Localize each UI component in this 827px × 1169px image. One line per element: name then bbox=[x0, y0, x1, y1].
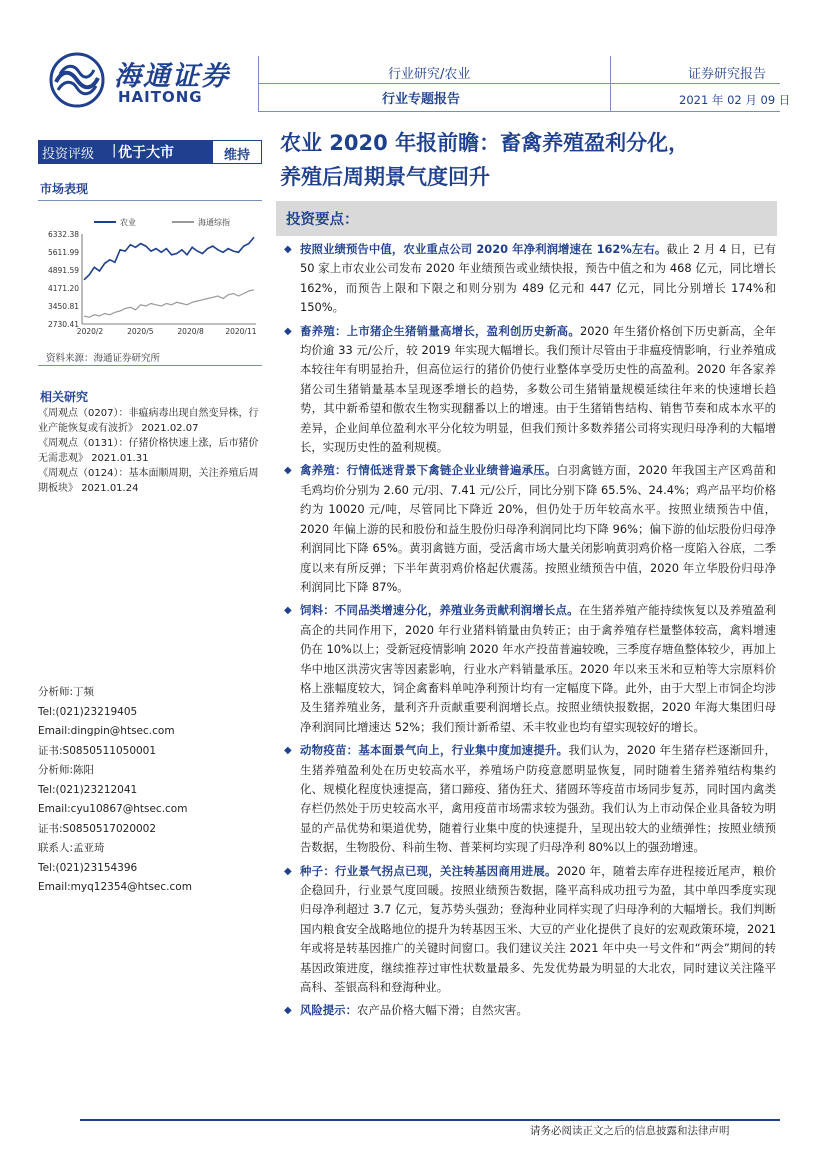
key-point-head: 种子：行业景气拐点已现，关注转基因商用进展。 bbox=[300, 863, 557, 878]
footer-line bbox=[80, 1119, 780, 1121]
key-point bbox=[280, 862, 776, 998]
bullet-icon: ◆ bbox=[284, 605, 292, 617]
key-point-text: 我们认为，2020 年生猪存栏逐渐回升，生猪养殖盈利处在历史较高水平，养殖场户防疫意愿明显恢复，同时随着生猪养殖结构集约化、规模化程度快速提高，猪口蹄疫、猪伪狂犬、猪圆环等疫苗市场同步复苏，同时国内禽类存栏仍然处于历史较高水平，禽用疫苗市场需求较为强劲。我们认为上市动保企业具备较为明显的产品优势和渠道优势，随着行业集中度的快速提升，呈现出较大的业绩弹性；按照业绩预告数据，生物股份、科前生物、普莱柯均实现了归母净利 80%以上的强劲增速。 bbox=[300, 743, 776, 855]
section-divider bbox=[38, 365, 262, 366]
y-tick-label: 6332.38 bbox=[47, 230, 79, 239]
report-category: 行业研究/农业 bbox=[388, 67, 471, 82]
haitong-wave-logo-icon bbox=[48, 52, 106, 108]
title-line-2: 养殖后周期景气度回升 bbox=[280, 165, 490, 189]
bullet-icon: ◆ bbox=[284, 865, 292, 877]
x-tick-label: 2020/2 bbox=[76, 327, 104, 336]
related-item[interactable] bbox=[38, 406, 262, 436]
legend-label: 农业 bbox=[120, 218, 136, 227]
rating-label: 投资评级 bbox=[42, 147, 95, 162]
key-point bbox=[280, 322, 776, 458]
key-point-head: 饲料：不同品类增速分化，养殖业务贡献利润增长点。 bbox=[300, 603, 579, 618]
bullet-icon: ◆ bbox=[284, 244, 292, 255]
analyst-line: 证书:S0850517020002 bbox=[38, 822, 157, 835]
bullet-icon: ◆ bbox=[284, 465, 292, 477]
key-point bbox=[280, 741, 776, 857]
logo-chinese-name: 海通证券 bbox=[114, 61, 230, 92]
key-point-text: 白羽禽链方面，2020 年我国主产区鸡苗和毛鸡均价分别为 2.60 元/羽、7.41 元/公斤，同比分别下降 65.5%、24.4%；鸡产品平均价格约为 10020 元/吨，尽管同比下降近 20%，但仍处于历年较高水平。按照业绩预告中值，2020 年偏上游的民和股份和益生股份归母净利润同比均下降 96%；偏下游的仙坛股份归母净利润同比下降 65%。黄羽禽链方面，受活禽市场大量关闭影响黄羽鸡价格一度陷入谷底，二季度以来有所反弹；下半年黄羽鸡价格起伏震荡。按照业绩预告中值，2020 年立华股份归母净利润同比下降 87%。 bbox=[300, 463, 776, 594]
header-bottom-line bbox=[258, 111, 780, 112]
investment-rating-bar bbox=[38, 140, 262, 164]
rating-separator: | bbox=[112, 143, 117, 158]
analyst-line: Tel:(021)23212041 bbox=[38, 783, 138, 796]
title-line-1: 农业 2020 年报前瞻：畜禽养殖盈利分化， bbox=[280, 131, 690, 155]
analyst-line: 分析师:陈阳 bbox=[38, 764, 95, 776]
footer-disclaimer[interactable]: 请务必阅读正文之后的信息披露和法律声明 bbox=[530, 1125, 730, 1137]
company-logo bbox=[48, 52, 248, 108]
analyst-line: Tel:(021)23154396 bbox=[38, 861, 138, 874]
key-point-text: 2020 年生猪价格创下历史新高，全年均价逾 33 元/公斤，较 2019 年实现大幅增长。我们预计尽管由于非瘟疫情影响，行业养殖成本较往年有明显抬升，但高位运行的猪价仍使行业整体享受历史性的高盈利。2020 年各家养猪公司生猪销量基本呈现逐季增长的趋势，多数公司生猪销量规模延续往年来的快速增长趋势，其中新希望和傲农生物实现翻番以上的增速。由于生猪销售结构、销售节奏和成本水平的差异，企业间单位盈利水平分化较为明显，但我们预计多数养猪公司将实现归母净利的大幅增长，实现历史性的盈利规模。 bbox=[300, 323, 776, 455]
related-item[interactable] bbox=[38, 436, 262, 466]
y-tick-label: 5611.99 bbox=[47, 248, 79, 257]
analyst-email[interactable]: Email:dingpin@htsec.com bbox=[38, 725, 175, 737]
report-label: 证券研究报告 bbox=[688, 67, 767, 82]
key-point bbox=[280, 1001, 776, 1020]
bullet-icon: ◆ bbox=[284, 745, 292, 757]
related-research-list bbox=[38, 406, 262, 496]
series-line-agriculture bbox=[84, 237, 254, 279]
x-tick-label: 2020/8 bbox=[177, 327, 204, 336]
key-point bbox=[280, 461, 776, 597]
key-points-title: 投资要点： bbox=[286, 212, 359, 228]
key-point bbox=[280, 601, 776, 737]
bullet-icon: ◆ bbox=[284, 1005, 292, 1017]
related-item-date: 2021.01.24 bbox=[81, 483, 139, 494]
key-point-text: 2020 年，随着去库存进程接近尾声，粮价企稳回升，行业景气度回暖。按照业绩预告数据，隆平高科成功扭亏为盈，其中单四季度实现归母净利超过 3.7 亿元，复苏势头强劲；登海种业同样实现了归母净利的大幅增长。我们判断国内粮食安全战略地位的提升为转基因玉米、大豆的产业化提供了良好的宏观政策环境，2021 年或将是转基因推广的关键时间窗口。我们建议关注 2021 年中央一号文件和“两会”期间的转基因政策进度，继续推荐过审性状数量最多、先发优势最为明显的大北农，同时建议关注隆平高科、荃银高科和登海种业。 bbox=[300, 863, 776, 995]
key-point-text: 在生猪养殖产能持续恢复以及养殖盈利高企的共同作用下，2020 年行业猪料销量由负转正；由于禽养殖存栏量整体较高，禽料增速仍在 10%以上；受新冠疫情影响 2020 年水产投苗普遍较晚，三季度存塘鱼整体较少，再加上华中地区洪涝灾害等因素影响，行业水产料销量承压。2020 年以来玉米和豆粕等大宗原料价格上涨幅度较大，饲企禽畜料单吨净利预计均有一定幅度下降。此外，由于大型上市饲企均涉及生猪养殖业务，量利齐升贡献重要利润增长点。按照业绩快报数据，2020 年海大集团归母净利润同比增速达 52%；我们预计新希望、禾丰牧业也均有望实现较好的增长。 bbox=[300, 603, 776, 734]
report-type: 行业专题报告 bbox=[382, 92, 461, 107]
key-point-head: 动物疫苗：基本面景气向上，行业集中度加速提升。 bbox=[300, 743, 569, 758]
y-tick-label: 3450.81 bbox=[47, 302, 79, 311]
report-date: 2021 年 02 月 09 日 bbox=[679, 93, 791, 107]
analyst-email[interactable]: Email:myq12354@htsec.com bbox=[38, 881, 192, 893]
bullet-icon: ◆ bbox=[284, 325, 292, 337]
y-tick-label: 2730.41 bbox=[47, 320, 79, 329]
analyst-line: 分析师:丁频 bbox=[38, 686, 95, 698]
related-item-date: 2021.01.31 bbox=[91, 453, 149, 464]
y-tick-label: 4171.20 bbox=[47, 284, 79, 293]
analyst-email[interactable]: Email:cyu10867@htsec.com bbox=[38, 803, 188, 815]
section-divider bbox=[38, 200, 262, 201]
x-tick-label: 2020/11 bbox=[225, 327, 257, 336]
chart-source: 资料来源：海通证券研究所 bbox=[46, 353, 161, 364]
key-point-head: 风险提示： bbox=[300, 1003, 357, 1018]
report-title bbox=[280, 126, 790, 194]
rating-status: 维持 bbox=[212, 140, 262, 164]
related-item-date: 2021.02.07 bbox=[141, 423, 199, 434]
key-point-text: 截止 2 月 4 日，已有 50 家上市农业公司发布 2020 年业绩预告或业绩快报，预告中值之和为 468 亿元，同比增长 162%，而预告上限和下限之和则分别为 489 亿元和 447 亿元，同比分别增长 174%和 150%。 bbox=[300, 242, 776, 315]
key-point-text: 农产品价格大幅下滑；自然灾害。 bbox=[356, 1003, 528, 1018]
analyst-contacts bbox=[38, 683, 262, 898]
related-item-title: 《周观点（0207）：非瘟病毒出现自然变异株，行业产能恢复或有波折》 bbox=[38, 408, 259, 434]
analyst-line: Tel:(021)23219405 bbox=[38, 705, 138, 718]
x-tick-label: 2020/5 bbox=[127, 327, 154, 336]
related-section-title: 相关研究 bbox=[40, 390, 89, 404]
related-item-title: 《周观点（0131）：仔猪价格快速上涨，后市猪价无需悲观》 bbox=[38, 438, 259, 464]
y-tick-label: 4891.59 bbox=[47, 266, 79, 275]
series-line-haitong-index bbox=[84, 290, 254, 318]
header-midline bbox=[258, 83, 780, 84]
legend-label: 海通综指 bbox=[198, 218, 230, 227]
market-performance-chart bbox=[38, 210, 262, 340]
rating-value: 优于大市 bbox=[118, 145, 174, 161]
chart-svg bbox=[38, 210, 262, 340]
related-item[interactable] bbox=[38, 466, 262, 496]
analyst-line: 证书:S0850511050001 bbox=[38, 744, 157, 757]
market-section-title: 市场表现 bbox=[40, 182, 89, 196]
logo-english-name: HAITONG bbox=[118, 88, 203, 106]
related-item-title: 《周观点（0124）：基本面顺周期，关注养殖后周期板块》 bbox=[38, 468, 259, 494]
key-point bbox=[280, 240, 776, 318]
key-point-head: 畜养殖：上市猪企生猪销量高增长，盈利创历史新高。 bbox=[300, 323, 581, 338]
analyst-line: 联系人:孟亚琦 bbox=[38, 842, 105, 854]
key-points-body bbox=[280, 240, 776, 1025]
key-point-head: 按照业绩预告中值，农业重点公司 2020 年净利润增速在 162%左右。 bbox=[300, 242, 667, 256]
key-point-head: 禽养殖：行情低迷背景下禽链企业业绩普遍承压。 bbox=[300, 463, 557, 478]
